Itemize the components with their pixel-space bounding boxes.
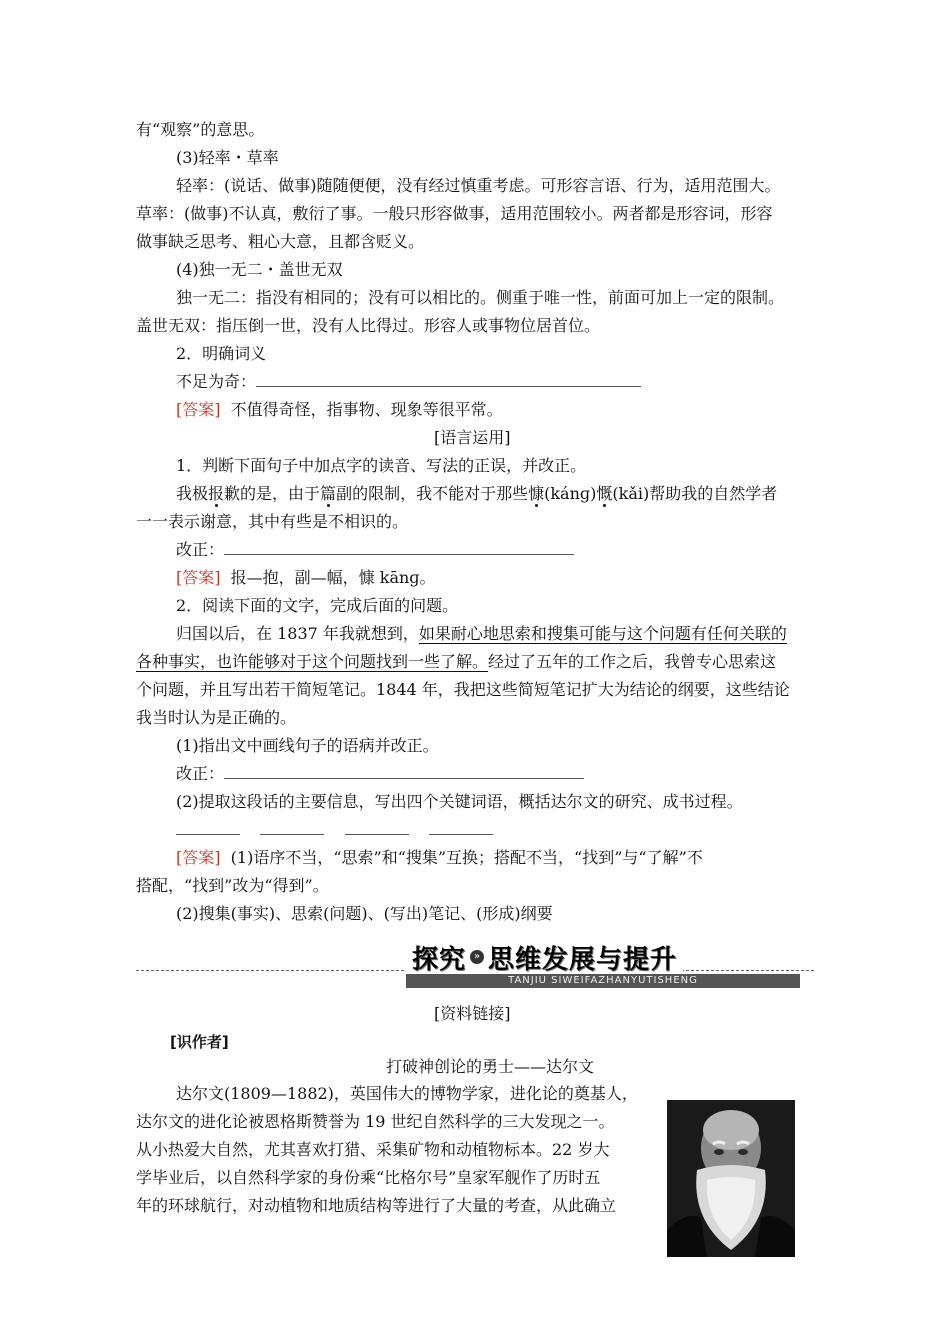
text-line bbox=[176, 622, 787, 646]
answer-blank bbox=[260, 820, 324, 835]
question-label: 改正： bbox=[176, 764, 225, 783]
arrow-icon: » bbox=[470, 950, 484, 964]
question-label: 改正： bbox=[176, 540, 225, 559]
text-line: 个问题，并且写出若干简短笔记。1844 年，我把这些简短笔记扩大为结论的纲要，这些结论 bbox=[136, 680, 790, 699]
text-span: 我极 bbox=[176, 484, 209, 503]
dotted-char: 慨 bbox=[596, 484, 613, 503]
text-line: 做事缺乏思考、粗心大意，且都含贬义。 bbox=[136, 232, 425, 251]
text-span: 副的限制，我不能对于那些 bbox=[336, 484, 529, 503]
text-line: 达尔文的进化论被恩格斯赞誉为 19 世纪自然科学的三大发现之一。 bbox=[136, 1112, 615, 1131]
text-span: 经过了五年的工作之后，我曾专心思索这 bbox=[488, 652, 777, 671]
text-line: 一一表示谢意，其中有些是不相识的。 bbox=[136, 512, 409, 531]
text-line: 2．阅读下面的文字，完成后面的问题。 bbox=[176, 596, 459, 615]
answer-line bbox=[176, 846, 703, 870]
text-line: 年的环球航行，对动植物和地质结构等进行了大量的考查，从此确立 bbox=[136, 1196, 617, 1215]
banner-subtitle: TANJIU SIWEIFAZHANYUTISHENG bbox=[406, 974, 800, 988]
text-span: (kǎi)帮助我的自然学者 bbox=[612, 484, 778, 503]
article-title: 打破神创论的勇士——达尔文 bbox=[386, 1057, 595, 1076]
text-line: 有“观察”的意思。 bbox=[136, 120, 265, 139]
banner-word-2: 思维发展与提升 bbox=[488, 944, 678, 975]
answer-blank bbox=[224, 540, 574, 555]
fill-line bbox=[176, 370, 641, 394]
text-line: (2)搜集(事实)、思索(问题)、(写出)笔记、(形成)纲要 bbox=[176, 904, 553, 923]
text-line: 达尔文(1809—1882)，英国伟大的博物学家，进化论的奠基人， bbox=[176, 1084, 638, 1103]
text-line: 草率：(做事)不认真，敷衍了事。一般只形容做事，适用范围较小。两者都是形容词，形容 bbox=[136, 204, 773, 223]
answer-blank bbox=[345, 820, 409, 835]
text-line: 独一无二：指没有相同的；没有可以相比的。侧重于唯一性，前面可加上一定的限制。 bbox=[176, 288, 785, 307]
answer-text: (1)语序不当，“思索”和“搜集”互换；搭配不当，“找到”与“了解”不 bbox=[230, 848, 703, 867]
blank-row bbox=[176, 818, 493, 842]
text-line: 我当时认为是正确的。 bbox=[136, 708, 297, 727]
dotted-char: 篇 bbox=[320, 484, 337, 503]
question-label: 不足为奇： bbox=[176, 372, 257, 391]
fill-line bbox=[176, 762, 584, 786]
answer-blank bbox=[429, 820, 493, 835]
answer-blank bbox=[176, 820, 240, 835]
fill-line bbox=[176, 538, 574, 562]
text-line: 盖世无双：指压倒一世，没有人比得过。形容人或事物位居首位。 bbox=[136, 316, 601, 335]
banner-title bbox=[406, 940, 683, 974]
text-span: 归国以后，在 1837 年我就想到， bbox=[176, 624, 419, 643]
answer-tag: [答案] bbox=[176, 568, 221, 587]
text-line: 2．明确词义 bbox=[176, 344, 267, 363]
underlined-text: 如果耐心地思索和搜集可能与这个问题有任何关联的 bbox=[418, 624, 787, 643]
text-line bbox=[136, 650, 776, 674]
text-line: 从小热爱大自然，尤其喜欢打猎、采集矿物和动植物标本。22 岁大 bbox=[136, 1140, 610, 1159]
answer-tag: [答案] bbox=[176, 400, 221, 419]
text-span: 歉的是，由于 bbox=[224, 484, 321, 503]
answer-text: 不值得奇怪，指事物、现象等很平常。 bbox=[230, 400, 503, 419]
answer-line bbox=[176, 566, 436, 590]
answer-line bbox=[176, 398, 503, 422]
banner-word-1: 探究 bbox=[412, 944, 467, 975]
author-tag: [识作者] bbox=[170, 1033, 229, 1051]
darwin-portrait-image bbox=[667, 1100, 795, 1257]
answer-blank bbox=[224, 764, 584, 779]
portrait-illustration bbox=[667, 1100, 795, 1257]
text-line: (1)指出文中画线句子的语病并改正。 bbox=[176, 736, 439, 755]
section-heading: [语言运用] bbox=[434, 428, 511, 447]
answer-tag: [答案] bbox=[176, 848, 221, 867]
section-heading: [资料链接] bbox=[434, 1004, 511, 1023]
text-line: (4)独一无二・盖世无双 bbox=[176, 260, 343, 279]
text-line-dotted bbox=[176, 482, 777, 506]
dotted-char: 报 bbox=[208, 484, 225, 503]
text-line: (3)轻率・草率 bbox=[176, 148, 279, 167]
text-line: 学毕业后，以自然科学家的身份乘“比格尔号”皇家军舰作了历时五 bbox=[136, 1168, 601, 1187]
text-span: (kánɡ) bbox=[544, 484, 597, 503]
answer-text: 报—抱，副—幅，慷 kānɡ。 bbox=[230, 568, 436, 587]
text-line: 搭配，“找到”改为“得到”。 bbox=[136, 876, 329, 895]
section-banner bbox=[136, 940, 814, 986]
text-line: (2)提取这段话的主要信息，写出四个关键词语，概括达尔文的研究、成书过程。 bbox=[176, 792, 743, 811]
answer-blank bbox=[256, 372, 641, 387]
underlined-text: 各种事实，也许能够对于这个问题找到一些了解。 bbox=[136, 652, 489, 671]
text-line: 1．判断下面句子中加点字的读音、写法的正误，并改正。 bbox=[176, 456, 587, 475]
dotted-char: 慷 bbox=[528, 484, 545, 503]
text-line: 轻率：(说话、做事)随随便便，没有经过慎重考虑。可形容言语、行为，适用范围大。 bbox=[176, 176, 781, 195]
